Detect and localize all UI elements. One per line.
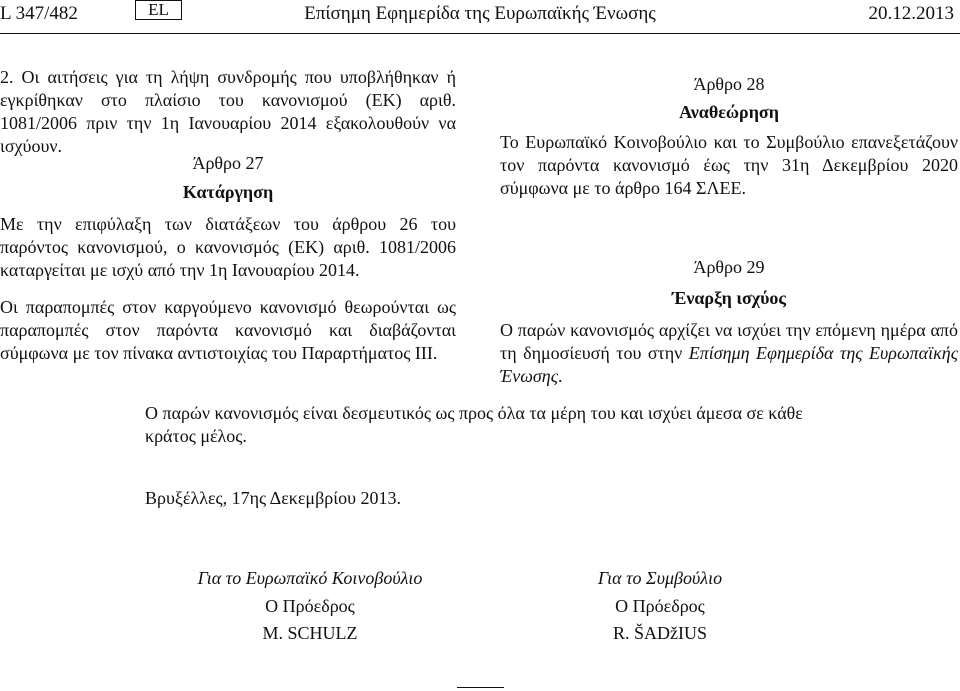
article-29-period: . [558,366,563,386]
header-rule [0,33,960,34]
page-reference: L 347/482 [0,3,78,24]
binding-clause: Ο παρών κανονισμός είναι δεσμευτικός ως προς όλα τα μέρη του και ισχύει άμεσα σε κάθε κράτος μέλος. [145,403,803,446]
article-29-text: Ο παρών κανονισμός αρχίζει να ισχύει την επόμενη ημέρα από τη δημοσίευσή του στην [500,320,958,363]
signature-left-organisation: Για το Ευρωπαϊκό Κοινοβούλιο [197,568,423,588]
article-27-number: Άρθρο 27 [192,153,264,173]
paragraph-2: 2. Οι αιτήσεις για τη λήψη συνδρομής που υποβλήθηκαν ή εγκρίθηκαν στο πλαίσιο του κανονισμού (ΕΚ) αριθ. 1081/2006 πριν την 1η Ιανουαρίου 2014 εξακολουθούν να ισχύουν. [0,67,456,156]
footnote-rule [457,687,504,688]
journal-title: Επίσημη Εφημερίδα της Ευρωπαϊκής Ένωσης [304,3,656,24]
journal-name-italic: Επίσημη Εφημερίδα της Ευρωπαϊκής Ένωσης [500,343,958,386]
signature-left-role: Ο Πρόεδρος [265,596,355,616]
signature-right-name: R. ŠADžIUS [612,623,707,643]
place-and-date: Βρυξέλλες, 17ης Δεκεμβρίου 2013. [145,488,401,508]
publication-date: 20.12.2013 [868,3,954,24]
article-29-title: Έναρξη ισχύος [671,288,787,308]
signature-right-organisation: Για το Συμβούλιο [597,568,723,588]
signature-right-role: Ο Πρόεδρος [615,596,705,616]
article-27-title: Κατάργηση [182,182,274,202]
article-27-paragraph-1: Με την επιφύλαξη των διατάξεων του άρθρου 26 του παρόντος κανονισμού, ο κανονισμός (ΕΚ) αριθ. 1081/2006 καταργείται με ισχύ από την 1η Ιανουαρίου 2014. [0,214,456,280]
article-29-paragraph [500,319,958,388]
language-code-box: EL [135,0,182,20]
article-28-paragraph: Το Ευρωπαϊκό Κοινοβούλιο και το Συμβούλιο επανεξετάζουν τον παρόντα κανονισμό έως την 31η Δεκεμβρίου 2020 σύμφωνα με το άρθρο 164 ΣΛΕΕ. [500,132,958,198]
signature-left-name: M. SCHULZ [262,623,358,643]
article-28-number: Άρθρο 28 [693,74,765,94]
article-29-number: Άρθρο 29 [693,257,765,277]
article-27-paragraph-2: Οι παραπομπές στον καργούμενο κανονισμό θεωρούνται ως παραπομπές στον παρόντα κανονισμό και διαβάζονται σύμφωνα με τον πίνακα αντιστοιχίας του Παραρτήματος III. [0,297,456,363]
article-28-title: Αναθεώρηση [679,102,779,122]
